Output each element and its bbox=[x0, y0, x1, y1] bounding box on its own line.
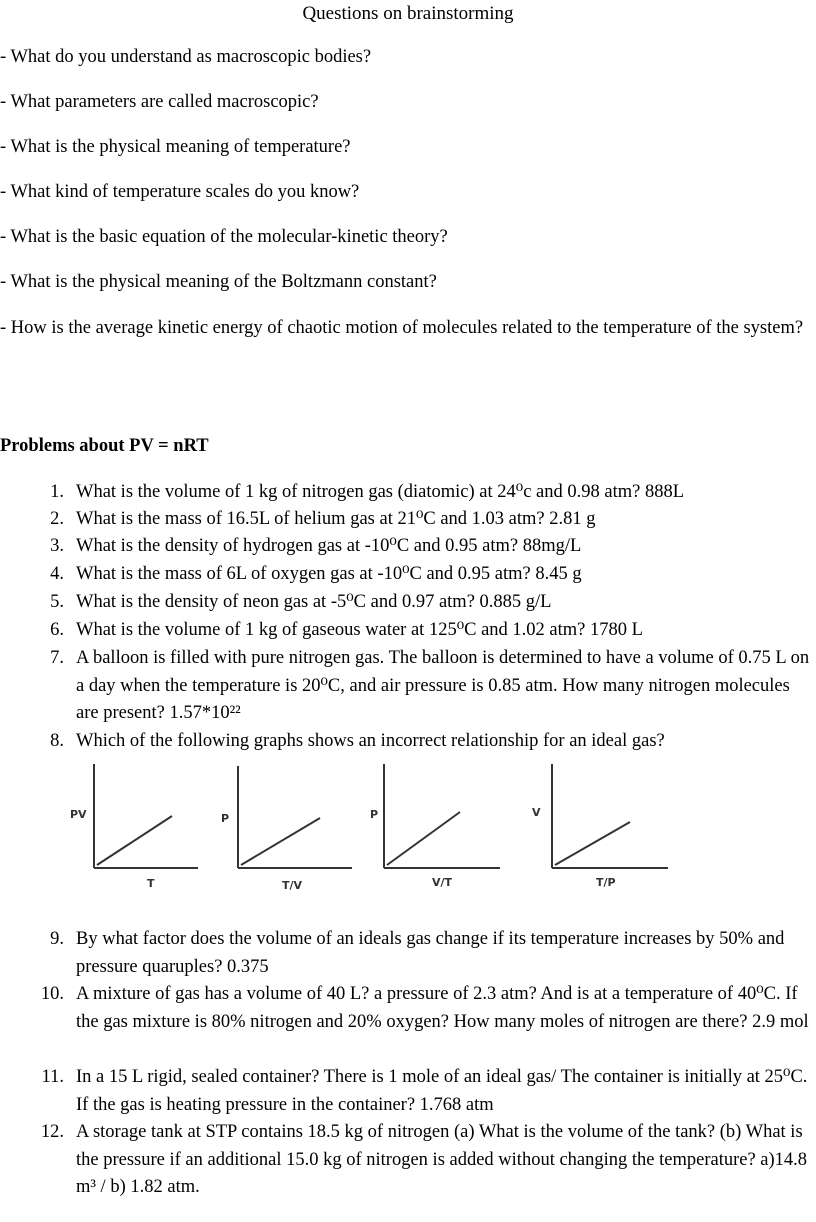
problem-text: What is the volume of 1 kg of gaseous water at 125⁰C and 1.02 atm? 1780 L bbox=[76, 620, 643, 640]
section-heading: Problems about PV = nRT bbox=[0, 436, 209, 456]
problem-text: By what factor does the volume of an ideals gas change if its temperature increases by 50% and pressure quaruples? 0.375 bbox=[76, 929, 785, 977]
problem-item bbox=[24, 589, 814, 617]
graph-option-1 bbox=[62, 756, 212, 891]
question-5: - What is the basic equation of the molecular-kinetic theory? bbox=[0, 227, 448, 247]
problem-number: 3. bbox=[50, 536, 64, 556]
problem-item bbox=[24, 728, 814, 756]
question-7: - How is the average kinetic energy of chaotic motion of molecules related to the temperature of the system? bbox=[0, 318, 804, 338]
problem-item bbox=[24, 617, 814, 645]
problem-text: What is the mass of 6L of oxygen gas at -10⁰C and 0.95 atm? 8.45 g bbox=[76, 564, 582, 584]
problem-text: What is the mass of 16.5L of helium gas at 21⁰C and 1.03 atm? 2.81 g bbox=[76, 509, 596, 529]
problem-item bbox=[24, 1119, 814, 1202]
problem-item bbox=[24, 1064, 814, 1119]
problem-text: In a 15 L rigid, sealed container? There is 1 mole of an ideal gas/ The container is initially at 25⁰C. If the gas is heating pressure in the container? 1.768 atm bbox=[76, 1067, 808, 1115]
problem-text: A mixture of gas has a volume of 40 L? a pressure of 2.3 atm? And is at a temperature of 40⁰C. If the gas mixture is 80% nitrogen and 20% oxygen? How many moles of nitrogen are there? 2.9 mol bbox=[76, 984, 809, 1032]
graph-xlabel: T bbox=[147, 877, 155, 890]
graph-xlabel: V/T bbox=[432, 876, 453, 889]
question-1: - What do you understand as macroscopic bodies? bbox=[0, 47, 372, 67]
graph-ylabel: PV bbox=[70, 808, 87, 821]
graph-options bbox=[62, 756, 682, 896]
question-4: - What kind of temperature scales do you know? bbox=[0, 182, 360, 202]
problem-text: A balloon is filled with pure nitrogen gas. The balloon is determined to have a volume of 0.75 L on a day when the temperature is 20⁰C, and air pressure is 0.85 atm. How many nitrogen molecules are present? 1.57*10²² bbox=[76, 648, 810, 723]
graph-option-2 bbox=[212, 756, 362, 891]
question-6: - What is the physical meaning of the Boltzmann constant? bbox=[0, 272, 437, 292]
problem-number: 9. bbox=[50, 929, 64, 949]
question-2: - What parameters are called macroscopic? bbox=[0, 92, 319, 112]
graph-ylabel: V bbox=[532, 806, 541, 819]
problem-number: 4. bbox=[50, 564, 64, 584]
problem-text: What is the volume of 1 kg of nitrogen gas (diatomic) at 24⁰c and 0.98 atm? 888L bbox=[76, 482, 684, 502]
graph-option-3 bbox=[360, 756, 510, 891]
problem-number: 10. bbox=[40, 984, 64, 1004]
page-title: Questions on brainstorming bbox=[302, 3, 514, 24]
problem-number: 1. bbox=[50, 482, 64, 502]
problem-item bbox=[24, 506, 814, 534]
problem-item bbox=[24, 645, 814, 728]
question-3: - What is the physical meaning of temperature? bbox=[0, 137, 351, 157]
problem-number: 2. bbox=[50, 509, 64, 529]
problem-number: 5. bbox=[50, 592, 64, 612]
problem-number: 11. bbox=[41, 1067, 64, 1087]
graph-xlabel: T/P bbox=[596, 876, 616, 889]
problem-text: What is the density of hydrogen gas at -10⁰C and 0.95 atm? 88mg/L bbox=[76, 536, 582, 556]
problem-item bbox=[24, 561, 814, 589]
problem-text: Which of the following graphs shows an incorrect relationship for an ideal gas? bbox=[76, 731, 665, 751]
graph-ylabel: P bbox=[370, 808, 379, 821]
problem-item bbox=[24, 479, 814, 507]
problem-number: 12. bbox=[40, 1122, 64, 1142]
problem-item bbox=[24, 926, 814, 981]
problem-text: A storage tank at STP contains 18.5 kg of nitrogen (a) What is the volume of the tank? (b) What is the pressure if an additional 15.0 kg of nitrogen is added without changing the temperature? a)14.8 m³ / b) 1.82 atm. bbox=[76, 1122, 808, 1197]
graph-option-4 bbox=[520, 756, 670, 891]
problem-number: 6. bbox=[50, 620, 64, 640]
problem-text: What is the density of neon gas at -5⁰C and 0.97 atm? 0.885 g/L bbox=[76, 592, 552, 612]
graph-ylabel: P bbox=[221, 812, 230, 825]
problem-number: 7. bbox=[50, 648, 64, 668]
problem-item bbox=[24, 981, 814, 1036]
graph-xlabel: T/V bbox=[282, 879, 303, 891]
problem-number: 8. bbox=[50, 731, 64, 751]
problem-item bbox=[24, 533, 814, 561]
